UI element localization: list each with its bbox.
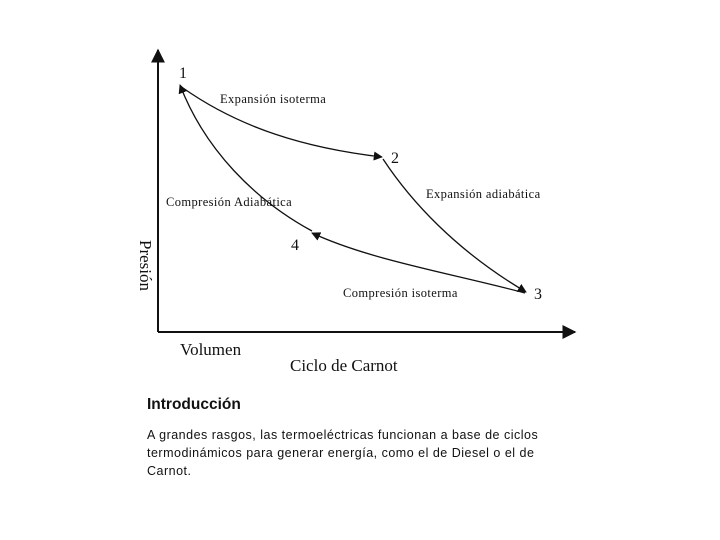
point-1-label: 1 [179, 65, 187, 82]
section-paragraph: A grandes rasgos, las termoeléctricas funcionan a base de ciclos termodinámicos para generar energía, como el de Diesel o el de Carnot. [147, 428, 539, 478]
section-heading: Introducción [147, 396, 241, 413]
point-2-label: 2 [391, 150, 399, 167]
x-axis-title: Volumen [180, 340, 242, 359]
curve-isothermal-compression [312, 233, 525, 293]
label-isothermal-expansion: Expansión isoterma [220, 92, 327, 106]
label-adiabatic-expansion: Expansión adiabática [426, 187, 541, 201]
diagram-caption: Ciclo de Carnot [290, 356, 398, 375]
y-axis-title: Presión [136, 240, 155, 291]
label-adiabatic-compression: Compresión Adiabática [166, 195, 293, 209]
curve-adiabatic-compression [180, 85, 312, 231]
label-isothermal-compression: Compresión isoterma [343, 286, 458, 300]
point-3-label: 3 [534, 286, 542, 303]
point-4-label: 4 [291, 237, 299, 254]
intro-section [147, 396, 577, 480]
curve-adiabatic-expansion [383, 159, 526, 292]
